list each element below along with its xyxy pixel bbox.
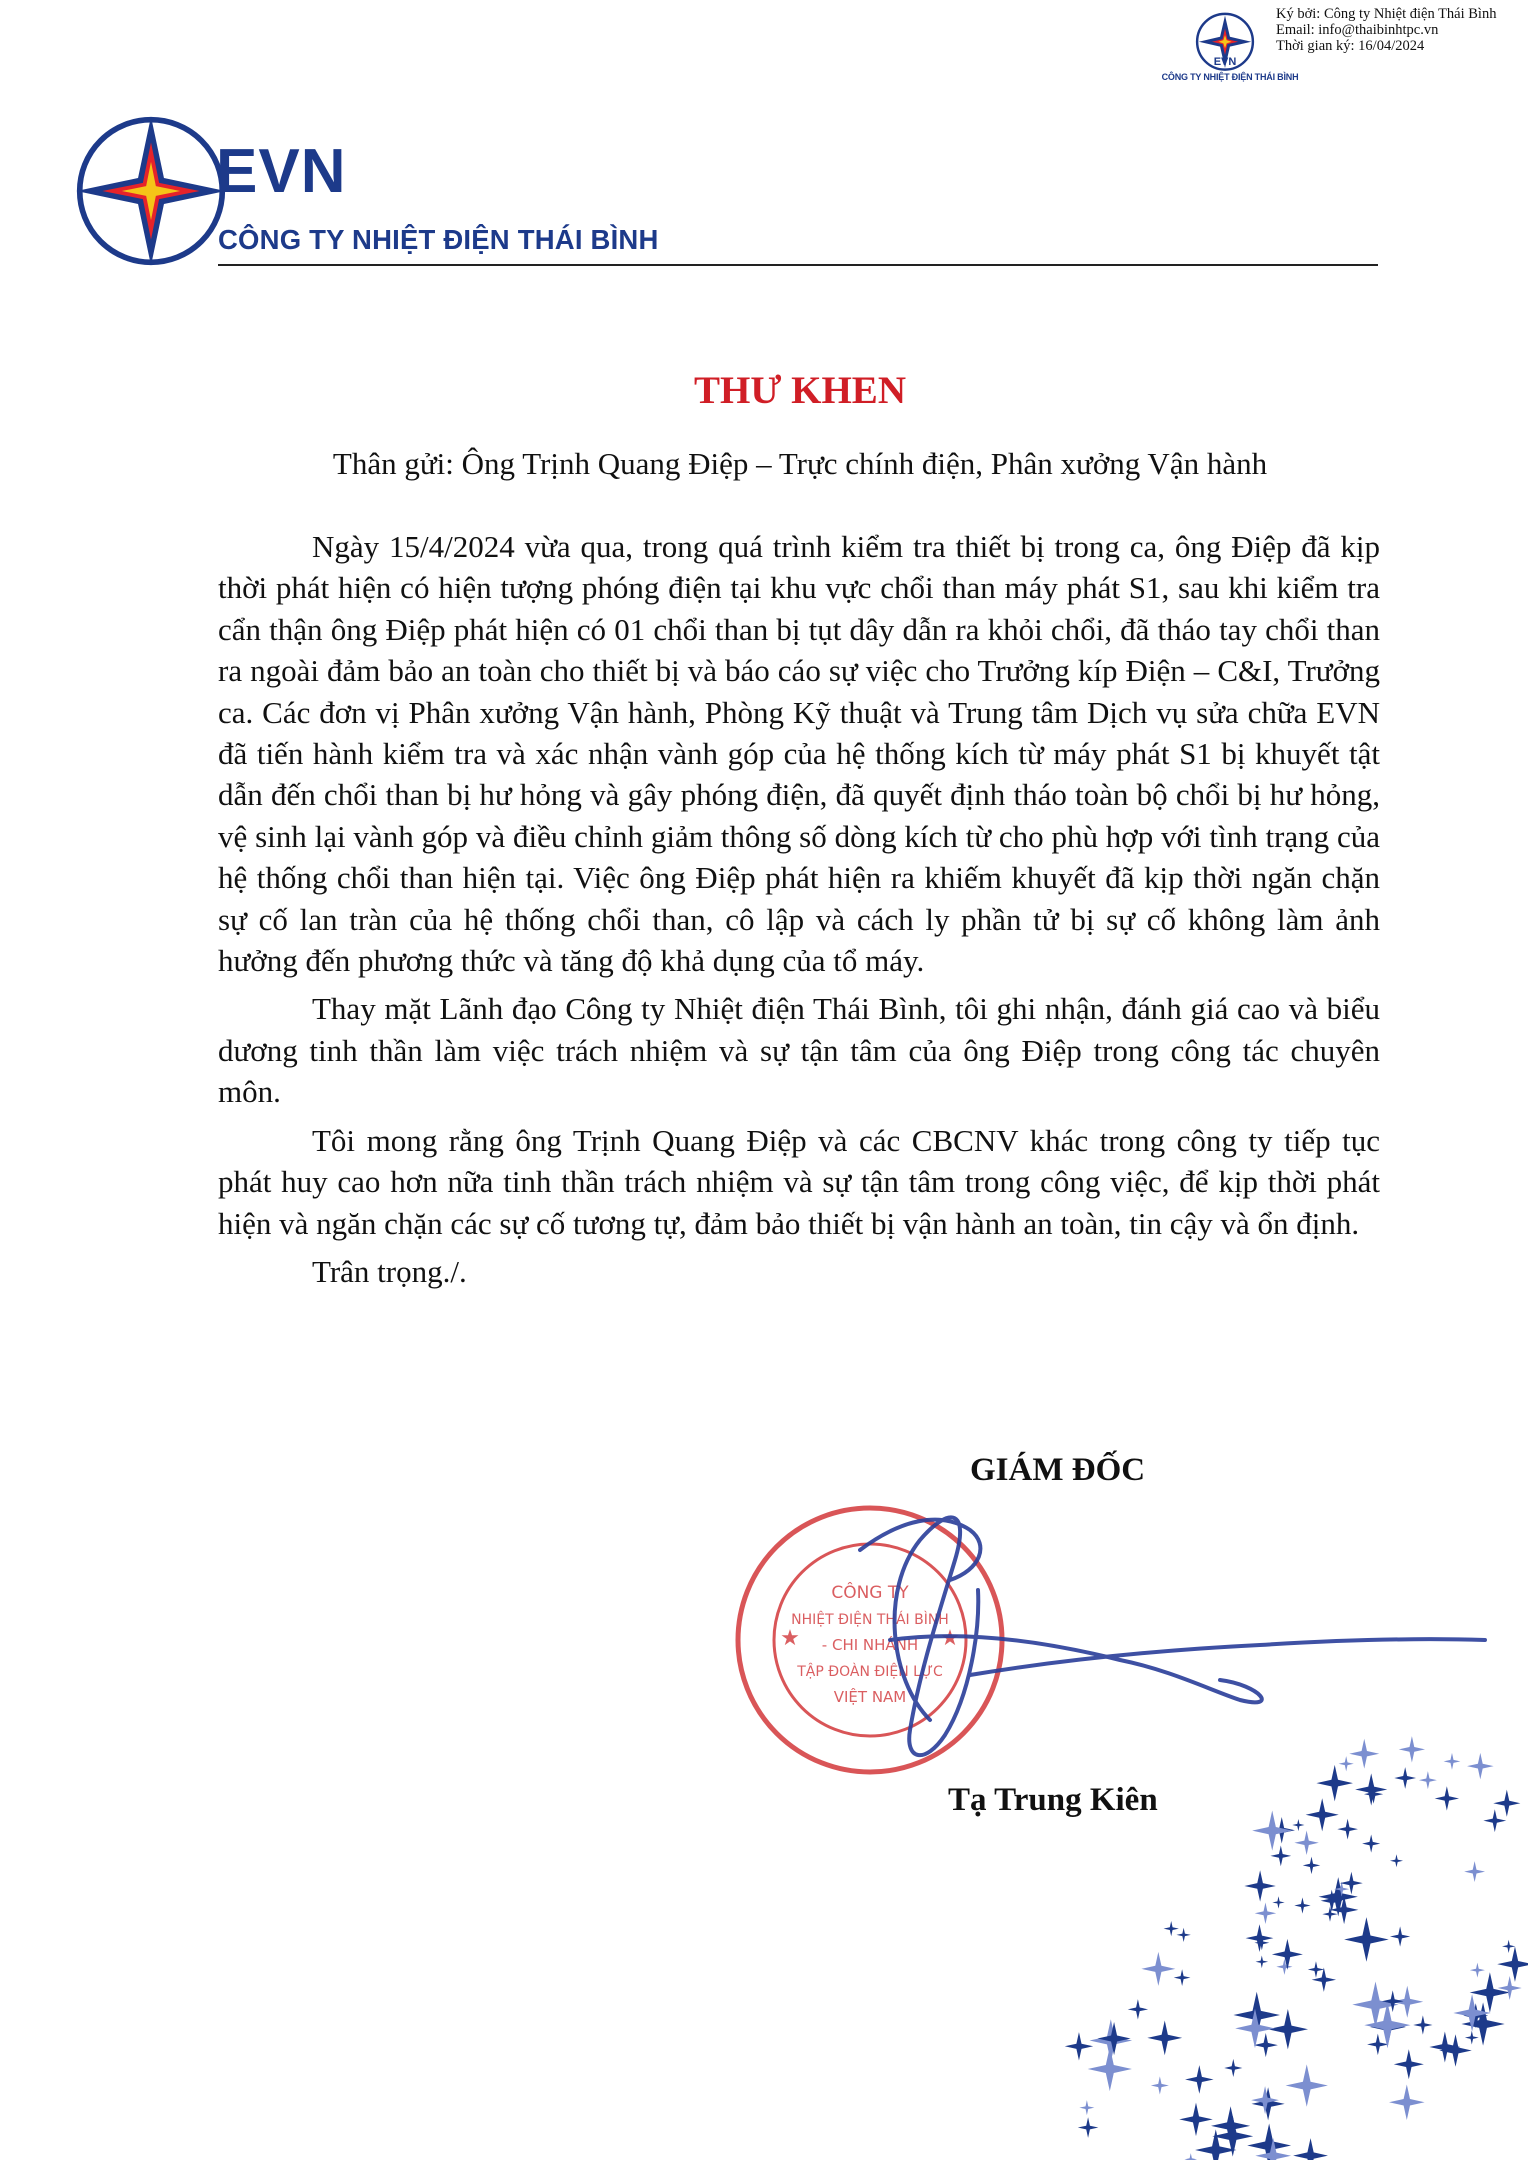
decorative-star [1065,2032,1093,2060]
closing-text: Trân trọng./. [312,1253,467,1289]
signed-by-text: Ký bởi: Công ty Nhiệt điện Thái Bình [1276,6,1497,22]
decorative-star [1272,1896,1284,1908]
signed-time-text: Thời gian ký: 16/04/2024 [1276,38,1425,54]
decorative-star [1435,1786,1459,1810]
decorative-star [1256,1955,1269,1968]
decorative-star [1185,2065,1214,2094]
decorative-star [1078,2117,1099,2138]
decorative-star [1413,2015,1432,2034]
decorative-star [1252,1811,1292,1851]
decorative-star [1293,2138,1328,2160]
decorative-star [1394,2049,1424,2079]
decorative-star [1308,1961,1324,1977]
decorative-star [1390,1926,1410,1946]
decorative-star [1344,1917,1389,1962]
svg-text:★: ★ [940,1626,960,1651]
svg-text:TẬP ĐOÀN ĐIỆN LỰC: TẬP ĐOÀN ĐIỆN LỰC [797,1664,943,1680]
letter-title: THƯ KHEN [694,369,906,412]
decorative-star [1464,1861,1485,1882]
decorative-star [1355,1773,1387,1805]
decorative-star [1252,2087,1285,2120]
decorative-star [1419,1771,1437,1789]
decorative-star [1128,1999,1148,2019]
decorative-star [1294,1897,1310,1913]
decorative-star [1184,2153,1197,2160]
decorative-star [1498,1976,1522,2000]
body-paragraph: Tôi mong rằng ông Trịnh Quang Điệp và các CBCNV khác trong công ty tiếp tục phát huy cao hơn nữa tinh thần trách nhiệm và sự tận tâm trong công việc, để kịp thời phát hiện và ngăn chặn các sự cố tương tự, đảm bảo thiết bị vận hành an toàn, tin cậy và ổn định. [218,1122,1380,1241]
decorative-star [1465,2031,1479,2045]
decorative-star [1151,2076,1169,2094]
decorative-star [1164,1921,1179,1936]
decorative-stars-icon [1050,1720,1528,2160]
signer-name: Tạ Trung Kiên [948,1782,1158,1818]
decorative-star [1467,1753,1494,1780]
decorative-star [1364,2002,1410,2048]
decorative-star [1399,1736,1425,1762]
decorative-star [1349,1739,1379,1769]
evn-logo-icon [70,110,232,272]
company-name: CÔNG TY NHIỆT ĐIỆN THÁI BÌNH [218,224,659,255]
decorative-star [1303,1857,1321,1875]
decorative-star [1176,1928,1190,1942]
decorative-star [1362,1834,1380,1852]
sign-logo-brand: EVN [1213,56,1237,68]
decorative-star [1316,1765,1353,1802]
decorative-star [1461,2002,1504,2045]
decorative-star [1340,1872,1363,1895]
decorative-star [1276,1959,1292,1975]
decorative-star [1224,2059,1242,2077]
decorative-star [1394,1767,1416,1789]
svg-text:VIỆT NAM: VIỆT NAM [833,1688,907,1706]
decorative-star [1286,2064,1328,2106]
decorative-star [1244,1870,1275,1901]
decorative-star [1306,1798,1339,1831]
decorative-star [1272,1939,1303,1970]
decorative-star [1483,1809,1506,1832]
decorative-star [1246,1924,1274,1952]
decorative-star [1292,1819,1304,1831]
svg-text:CÔNG TY: CÔNG TY [831,1583,909,1603]
letter-recipient: Thân gửi: Ông Trịnh Quang Điệp – Trực chính điện, Phân xưởng Vận hành [332,446,1268,481]
decorative-star [1179,2103,1213,2137]
decorative-star [1255,1903,1277,1925]
decorative-star [1337,1819,1358,1840]
letter-body [218,526,1380,1299]
body-paragraph: Thay mặt Lãnh đạo Công ty Nhiệt điện Thái Bình, tôi ghi nhận, đánh giá cao và biểu dương tinh thần làm việc trách nhiệm và sự tận tâm của ông Điệp trong công tác chuyên môn. [218,991,1380,1110]
signer-position: GIÁM ĐỐC [970,1452,1146,1488]
decorative-star [1493,1790,1520,1817]
decorative-star [1470,1963,1485,1978]
decorative-star [1382,1990,1404,2012]
svg-text:★: ★ [780,1626,800,1651]
body-paragraph: Ngày 15/4/2024 vừa qua, trong quá trình kiểm tra thiết bị trong ca, ông Điệp đã kịp thời phát hiện có hiện tượng phóng điện tại khu vực chổi than máy phát S1, sau khi kiểm tra cẩn thận ông Điệp phát hiện có 01 chổi than bị tụt dây dẫn ra khỏi chổi, đã tháo tay chổi than ra ngoài đảm bảo an toàn cho thiết bị và báo cáo sự việc cho Trưởng kíp Điện – C&I, Trưởng ca. Các đơn vị Phân xưởng Vận hành, Phòng Kỹ thuật và Trung tâm Dịch vụ sửa chữa EVN đã tiến hành kiểm tra và xác nhận vành góp của hệ thống kích từ máy phát S1 bị khuyết tật dẫn đến chổi than bị hư hỏng và gây phóng điện, đã quyết định tháo toàn bộ chổi bị hư hỏng, vệ sinh lại vành góp và điều chỉnh giảm thông số dòng kích từ cho phù hợp với tình trạng của hệ thống chổi than hiện tại. Việc ông Điệp phát hiện ra khiếm khuyết đã kịp thời ngăn chặn sự cố lan tràn của hệ thống chổi than, cô lập và cách ly phần tử bị sự cố không làm ảnh hưởng đến phương thức và tăng độ khả dụng của tổ máy. [218,529,1380,979]
decorative-star [1141,1952,1175,1986]
decorative-star [1339,1756,1354,1771]
decorative-star [1255,2138,1291,2160]
decorative-star [1251,2086,1279,2114]
decorative-star [1294,1831,1318,1855]
decorative-star [1502,1940,1515,1953]
decorative-star [1097,2022,1130,2055]
decorative-star [1389,2084,1425,2120]
decorative-star [1174,1969,1191,1986]
svg-text:- CHI NHÁNH: - CHI NHÁNH [821,1636,919,1654]
header-divider [218,264,1378,266]
decorative-star [1079,2100,1094,2115]
signed-email-text: Email: info@thaibinhtpc.vn [1276,22,1439,38]
sign-logo-company: CÔNG TY NHIỆT ĐIỆN THÁI BÌNH [1161,72,1299,82]
decorative-star [1390,1854,1403,1867]
decorative-star [1147,2020,1182,2055]
brand-name: EVN [216,137,347,206]
svg-text:NHIỆT ĐIỆN THÁI BÌNH: NHIỆT ĐIỆN THÁI BÌNH [791,1612,949,1628]
decorative-star [1270,1846,1291,1867]
decorative-star [1497,1946,1528,1981]
decorative-star [1444,1753,1461,1770]
